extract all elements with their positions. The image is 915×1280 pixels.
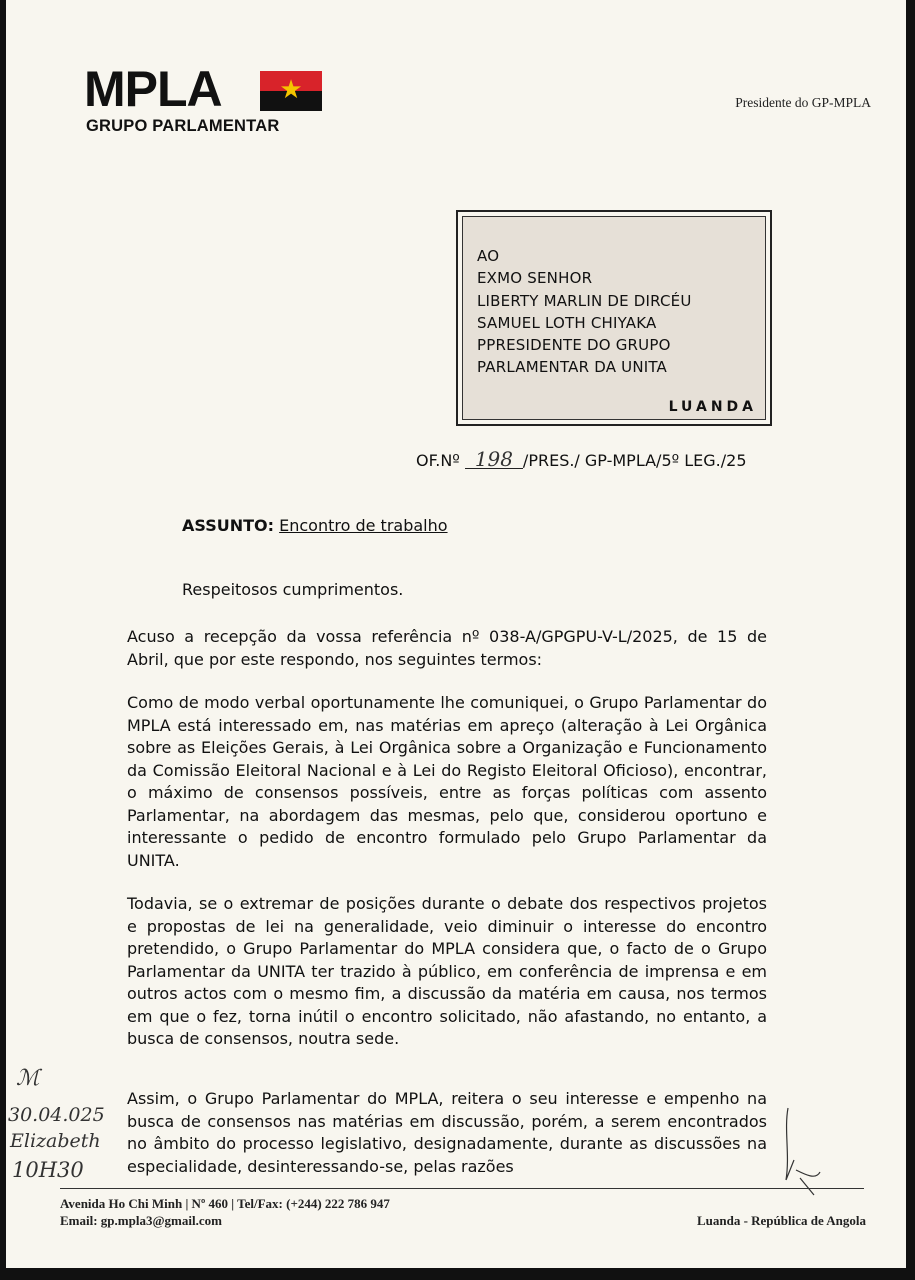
footer-address: Avenida Ho Chi Minh | Nº 460 | Tel/Fax: (+244) 222 786 947: [60, 1196, 390, 1211]
handwritten-time: 10H30: [12, 1158, 84, 1182]
subject-line: [182, 516, 448, 535]
signature-mark: [776, 1100, 826, 1200]
handwritten-date: 30.04.025: [8, 1104, 105, 1126]
body-paragraph: Todavia, se o extremar de posições durante o debate dos respectivos projetos e propostas de lei na generalidade, veio diminuir o interesse do encontro pretendido, o Grupo Parlamentar do MPLA considera que, o facto de o Grupo Parlamentar da UNITA ter trazido à público, em conferência de imprensa e em outros actos com o mesmo fim, a discussão da matéria em causa, nos termos em que o fez, torna inútil o encontro solicitado, não afastando, no entanto, a busca de consensos, noutra sede.: [127, 894, 767, 1048]
sender-title: Presidente do GP-MPLA: [735, 95, 871, 110]
greeting: Respeitosos cumprimentos.: [182, 580, 404, 599]
handwritten-name: Elizabeth: [10, 1130, 101, 1152]
footer-divider: [60, 1188, 864, 1189]
mpla-logo-text: MPLA: [84, 61, 222, 117]
addressee-line: PARLAMENTAR DA UNITA: [477, 358, 668, 376]
addressee-city: LUANDA: [668, 399, 757, 415]
addressee-line: SAMUEL LOTH CHIYAKA: [477, 314, 657, 332]
footer-email: Email: gp.mpla3@gmail.com: [60, 1213, 222, 1228]
addressee-line: PPRESIDENTE DO GRUPO: [477, 336, 671, 354]
body-paragraph: Como de modo verbal oportunamente lhe comuniquei, o Grupo Parlamentar do MPLA está interessado em, nas matérias em apreço (alteração à Lei Orgânica sobre as Eleições Gerais, à Lei Orgânica sobre a Organização e Funcionamento da Comissão Eleitoral Nacional e à Lei do Registo Eleitoral Oficioso), encontrar, o máximo de consensos possíveis, entre as forças políticas com assento Parlamentar, na abordagem das mesmas, pelo que, considerou oportuno e interessante o pedido de encontro formulado pelo Grupo Parlamentar da UNITA.: [127, 693, 767, 870]
logo-subtitle: GRUPO PARLAMENTAR: [86, 117, 280, 135]
reference-handwritten-number: 198: [465, 450, 523, 469]
subject-text: Encontro de trabalho: [279, 516, 448, 535]
footer-location: Luanda - República de Angola: [696, 1213, 866, 1228]
addressee-line: AO: [477, 247, 500, 265]
body-paragraph: Assim, o Grupo Parlamentar do MPLA, reitera o seu interesse e empenho na busca de consensos nas matérias em discussão, porém, a serem encontrados no âmbito do processo legislativo, designadamente, durante as discussões na especialidade, desinteressando-se, pelas razões: [127, 1089, 767, 1176]
initials-mark: ℳ: [16, 1066, 40, 1091]
addressee-line: LIBERTY MARLIN DE DIRCÉU: [477, 292, 692, 310]
addressee-line: EXMO SENHOR: [477, 269, 593, 287]
addressee-box: [456, 210, 772, 426]
reference-suffix: /PRES./ GP-MPLA/5º LEG./25: [522, 451, 747, 470]
reference-number: [416, 447, 747, 471]
angola-flag-icon: ★: [260, 71, 322, 111]
body-paragraph: Acuso a recepção da vossa referência nº 038-A/GPGPU-V-L/2025, de 15 de Abril, que por este respondo, nos seguintes termos:: [127, 627, 767, 669]
letter-page: [6, 0, 906, 1268]
reference-prefix: OF.Nº: [416, 451, 460, 470]
subject-label: ASSUNTO:: [182, 516, 275, 535]
